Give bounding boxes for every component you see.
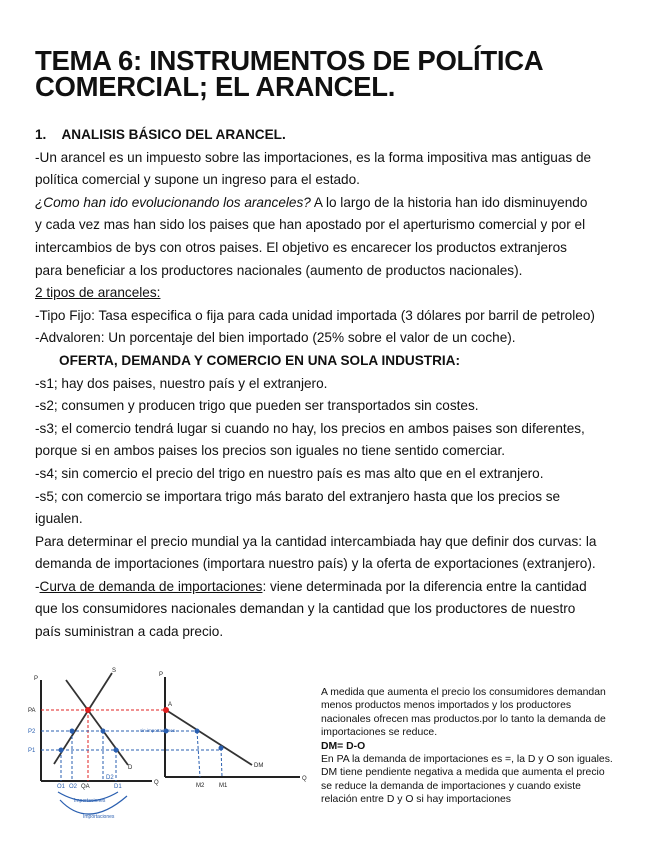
paragraph-line: -s4; sin comercio el precio del trigo en nuestro país es mas alto que en el extranjero. [35, 465, 544, 481]
equilibrium-point [85, 707, 91, 713]
question-text: ¿Como han ido evolucionando los aranceles? [35, 194, 311, 210]
import-demand-curve [166, 710, 252, 765]
note-line: DM tiene pendiente negativa a medida que aumenta el precio [321, 767, 605, 779]
paragraph-line: -s1; hay dos paises, nuestro país y el extranjero. [35, 375, 328, 391]
svg-text:sin importaciones: sin importaciones [140, 728, 176, 733]
svg-text:D1: D1 [114, 784, 122, 790]
section-heading: OFERTA, DEMANDA Y COMERCIO EN UNA SOLA INDUSTRIA: [59, 352, 461, 368]
paragraph-line: -Un arancel es un impuesto sobre las importaciones, es la forma impositiva mas antiguas de [35, 149, 592, 165]
paragraph-line: intercambios de bys con otros paises. El objetivo es encarecer los productos extranjeros [35, 239, 567, 255]
svg-text:D: D [128, 765, 133, 771]
svg-text:P2: P2 [28, 729, 36, 735]
svg-text:Importaciones: Importaciones [74, 798, 106, 804]
svg-text:O2: O2 [69, 784, 78, 790]
section-heading: 1. ANALISIS BÁSICO DEL ARANCEL. [35, 127, 286, 142]
paragraph-line: política comercial y supone un ingreso para el estado. [35, 172, 360, 188]
note-line: importaciones se reduce. [321, 727, 438, 739]
paragraph-line: -Curva de demanda de importaciones: viene determinada por la diferencia entre la cantidad [35, 578, 587, 594]
note-line: nacionales ofrecen mas productos.por lo tanto la demanda de [321, 713, 606, 725]
svg-text:QA: QA [81, 784, 90, 790]
note-line: En PA la demanda de importaciones es =, la D y O son iguales. [321, 754, 613, 766]
svg-text:M1: M1 [219, 783, 228, 789]
svg-text:D2: D2 [106, 775, 114, 781]
note-line: A medida que aumenta el precio los consumidores demandan [321, 687, 606, 698]
paragraph-line: ¿Como han ido evolucionando los aranceles? A lo largo de la historia han ido disminuyendo [35, 194, 588, 210]
paragraph-line: -Advaloren: Un porcentaje del bien importado (25% sobre el valor de un coche). [35, 330, 516, 346]
term-underlined: Curva de demanda de importaciones [39, 578, 263, 594]
note-line: menos productos menos importados y los productores [321, 700, 572, 712]
paragraph-line: y cada vez mas han sido los paises que han apostado por el aperturismo comercial y por el [35, 217, 586, 233]
paragraph-line: -s3; el comercio tendrá lugar si cuando no hay, los precios en ambos paises son diferentes, [35, 420, 585, 436]
svg-text:S: S [112, 668, 117, 674]
formula: DM= D-O [321, 740, 366, 752]
paragraph-line: -s5; con comercio se importara trigo más barato del extranjero hasta que los precios se [35, 488, 561, 504]
svg-text:Importaciones: Importaciones [83, 814, 115, 820]
paragraph-line: para beneficiar a los productores nacionales (aumento de productos nacionales). [35, 262, 523, 278]
svg-text:M2: M2 [196, 783, 205, 789]
svg-text:P: P [34, 676, 39, 682]
paragraph-line: -s2; consumen y producen trigo que pueden ser transportados sin costes. [35, 398, 479, 414]
paragraph-line: Para determinar el precio mundial ya la cantidad intercambiada hay que definir dos curvas: la [35, 533, 597, 549]
svg-text:PA: PA [28, 708, 36, 714]
paragraph-line: que los consumidores nacionales demandan y la cantidad que los productores de nuestro [35, 601, 576, 617]
paragraph-line: -Tipo Fijo: Tasa especifica o fija para cada unidad importada (3 dólares por barril de petroleo) [35, 307, 595, 323]
svg-text:A: A [168, 702, 173, 708]
paragraph-line: igualen. [35, 511, 83, 527]
note-line: relación entre D y O si hay importaciones [321, 794, 511, 806]
title-line: COMERCIAL; EL ARANCEL. [35, 71, 396, 102]
paragraph-line: demanda de importaciones (importara nuestro país) y la oferta de exportaciones (extranjero). [35, 556, 596, 572]
svg-text:DM: DM [254, 763, 264, 769]
paragraph-line: país suministran a cada precio. [35, 624, 224, 640]
paragraph-line: porque si en ambos paises los precios son iguales no tiene sentido comerciar. [35, 443, 506, 459]
demand-curve [66, 680, 128, 765]
note-line: se reduce la demanda de importaciones y cuando existe [321, 780, 581, 792]
svg-text:Q: Q [302, 776, 307, 782]
diagram-explanation [321, 686, 641, 807]
svg-text:P: P [159, 672, 164, 678]
svg-text:P1: P1 [28, 748, 36, 754]
subheading-tipos: 2 tipos de aranceles: [35, 285, 161, 301]
svg-text:O1: O1 [57, 784, 66, 790]
title-line: TEMA 6: INSTRUMENTOS DE POLÍTICA [35, 45, 544, 76]
svg-text:Q: Q [154, 780, 159, 786]
